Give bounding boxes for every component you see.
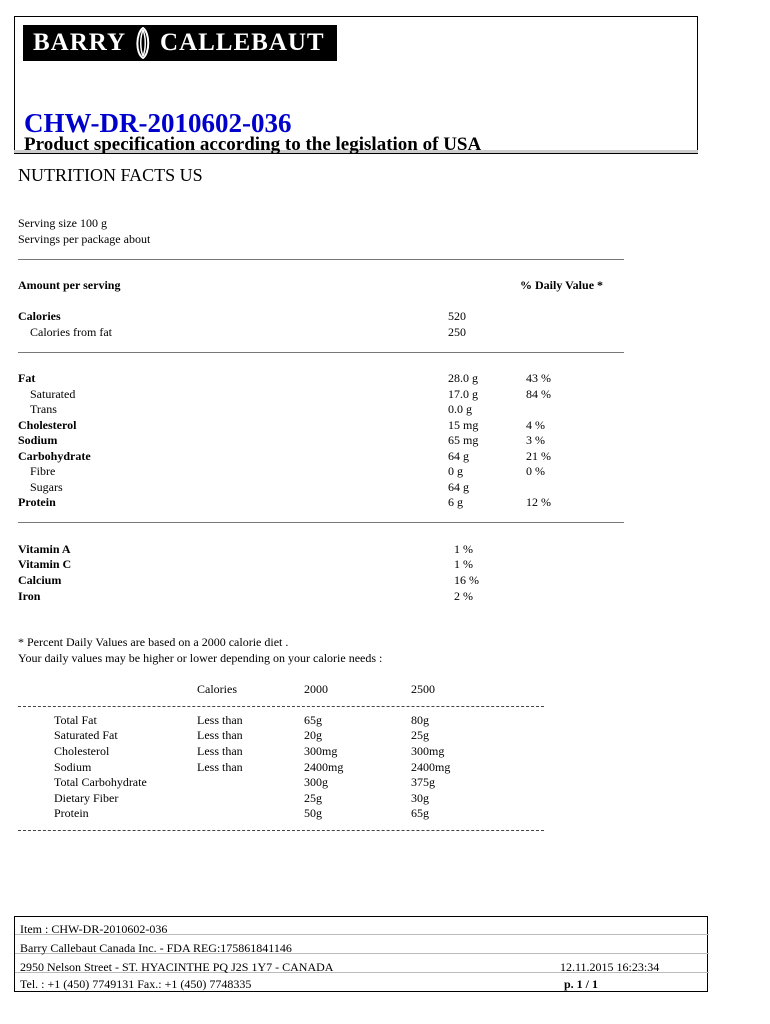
- calories-label: Calories: [18, 309, 61, 323]
- barry-callebaut-logo: [23, 25, 337, 61]
- nutrient-label: Protein: [18, 495, 56, 509]
- nutrient-label: Carbohydrate: [18, 449, 91, 463]
- ref-value-2500: 30g: [411, 791, 429, 805]
- ref-nutrient: Total Carbohydrate: [54, 775, 147, 789]
- nutrient-label: Fat: [18, 371, 36, 385]
- nutrient-value: 17.0 g: [448, 387, 478, 401]
- dashed-divider: [18, 830, 544, 831]
- nutrient-value: 28.0 g: [448, 371, 478, 385]
- divider: [18, 522, 624, 523]
- ref-value-2500: 80g: [411, 713, 429, 727]
- nutrient-label: Sodium: [18, 433, 58, 447]
- footnote-daily-values: * Percent Daily Values are based on a 2000 calorie diet .: [18, 635, 289, 649]
- nutrient-value: 64 g: [448, 480, 469, 494]
- nutrient-daily-value: 84 %: [526, 387, 551, 401]
- vitamin-value: 1 %: [454, 542, 473, 556]
- ref-qualifier: Less than: [197, 713, 243, 727]
- calories-from-fat-value: 250: [448, 325, 466, 339]
- ref-header-calories: Calories: [197, 682, 237, 696]
- serving-size: Serving size 100 g: [18, 216, 107, 230]
- ref-value-2000: 50g: [304, 806, 322, 820]
- nutrition-facts-title: NUTRITION FACTS US: [18, 165, 203, 185]
- dashed-divider: [18, 706, 544, 707]
- ref-value-2500: 300mg: [411, 744, 445, 758]
- ref-value-2000: 300mg: [304, 744, 338, 758]
- ref-nutrient: Total Fat: [54, 713, 97, 727]
- ref-nutrient: Saturated Fat: [54, 728, 118, 742]
- ref-header-2500: 2500: [411, 682, 435, 696]
- ref-value-2000: 2400mg: [304, 760, 344, 774]
- calories-from-fat-label: Calories from fat: [30, 325, 112, 339]
- ref-value-2500: 375g: [411, 775, 435, 789]
- nutrient-value: 6 g: [448, 495, 463, 509]
- ref-nutrient: Dietary Fiber: [54, 791, 119, 805]
- ref-value-2500: 25g: [411, 728, 429, 742]
- nutrient-daily-value: 21 %: [526, 449, 551, 463]
- vitamin-label: Iron: [18, 589, 41, 603]
- footer-phone: Tel. : +1 (450) 7749131 Fax.: +1 (450) 7748335: [20, 977, 252, 991]
- nutrient-label: Fibre: [30, 464, 56, 478]
- ref-qualifier: Less than: [197, 760, 243, 774]
- nutrient-value: 0.0 g: [448, 402, 472, 416]
- ref-value-2000: 300g: [304, 775, 328, 789]
- logo-left-word: BARRY: [33, 29, 127, 56]
- vitamin-value: 2 %: [454, 589, 473, 603]
- calories-value: 520: [448, 309, 466, 323]
- nutrient-daily-value: 12 %: [526, 495, 551, 509]
- daily-value-header: % Daily Value *: [520, 278, 604, 292]
- ref-value-2500: 65g: [411, 806, 429, 820]
- nutrient-label: Trans: [30, 402, 57, 416]
- ref-value-2500: 2400mg: [411, 760, 451, 774]
- divider: [18, 259, 624, 260]
- footer-page-number: p. 1 / 1: [564, 977, 599, 991]
- nutrient-daily-value: 4 %: [526, 418, 545, 432]
- nutrient-label: Sugars: [30, 480, 63, 494]
- logo-right-word: CALLEBAUT: [160, 29, 325, 56]
- ref-nutrient: Cholesterol: [54, 744, 110, 758]
- footer-item: Item : CHW-DR-2010602-036: [20, 922, 168, 936]
- nutrient-label: Saturated: [30, 387, 76, 401]
- ref-nutrient: Protein: [54, 806, 89, 820]
- ref-value-2000: 20g: [304, 728, 322, 742]
- cocoa-bean-icon: [132, 27, 154, 59]
- nutrient-daily-value: 43 %: [526, 371, 551, 385]
- nutrient-value: 64 g: [448, 449, 469, 463]
- ref-header-2000: 2000: [304, 682, 328, 696]
- divider: [18, 352, 624, 353]
- spec-title: Product specification according to the legislation of USA: [24, 134, 482, 155]
- footer-datetime: 12.11.2015 16:23:34: [560, 960, 660, 974]
- footer-address: 2950 Nelson Street - ST. HYACINTHE PQ J2S 1Y7 - CANADA: [20, 960, 334, 974]
- vitamin-label: Calcium: [18, 573, 62, 587]
- ref-qualifier: Less than: [197, 728, 243, 742]
- ref-value-2000: 25g: [304, 791, 322, 805]
- nutrient-value: 0 g: [448, 464, 463, 478]
- vitamin-label: Vitamin C: [18, 557, 72, 571]
- footnote-calorie-needs: Your daily values may be higher or lower depending on your calorie needs :: [18, 651, 383, 665]
- vitamin-value: 1 %: [454, 557, 473, 571]
- servings-per-package: Servings per package about: [18, 232, 151, 246]
- amount-per-serving-header: Amount per serving: [18, 278, 121, 292]
- nutrient-daily-value: 0 %: [526, 464, 545, 478]
- nutrient-value: 15 mg: [448, 418, 479, 432]
- footer-company: Barry Callebaut Canada Inc. - FDA REG:175861841146: [20, 941, 292, 955]
- ref-nutrient: Sodium: [54, 760, 92, 774]
- nutrient-label: Cholesterol: [18, 418, 77, 432]
- vitamin-value: 16 %: [454, 573, 479, 587]
- nutrient-daily-value: 3 %: [526, 433, 545, 447]
- vitamin-label: Vitamin A: [18, 542, 71, 556]
- ref-value-2000: 65g: [304, 713, 322, 727]
- document-code: CHW-DR-2010602-036: [24, 108, 292, 138]
- nutrient-value: 65 mg: [448, 433, 479, 447]
- ref-qualifier: Less than: [197, 744, 243, 758]
